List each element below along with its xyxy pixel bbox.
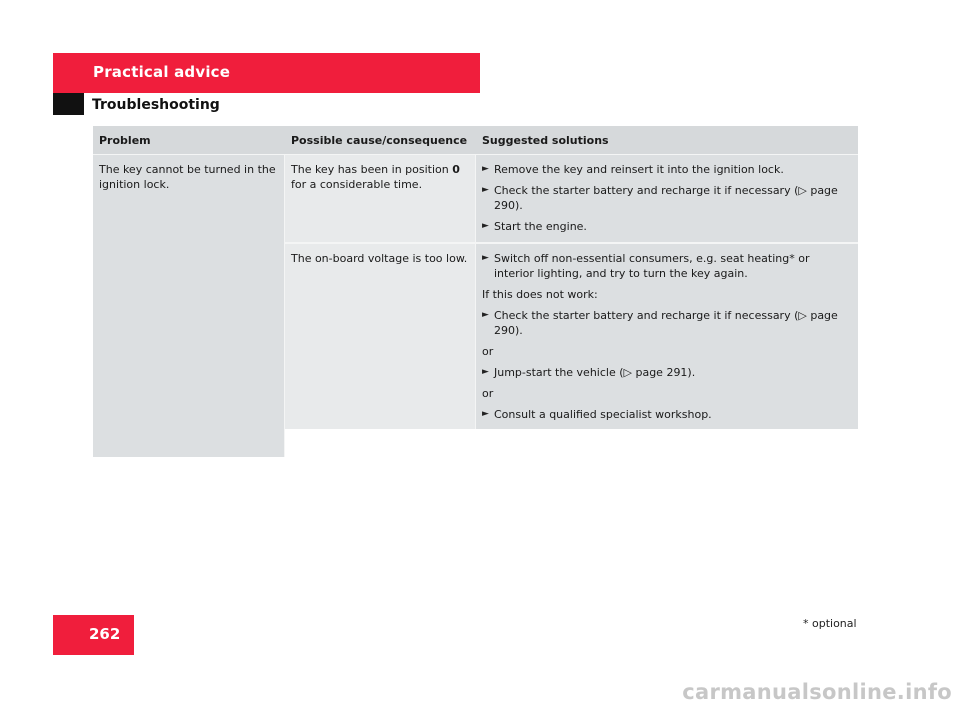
troubleshooting-table (93, 126, 858, 457)
cause-text-suffix: for a considerable time. (291, 178, 423, 191)
cause-cell (285, 155, 476, 242)
solution-step (482, 407, 852, 422)
solution-text: Check the starter battery and recharge it if necessary (▷ page 290). (494, 309, 838, 337)
arrow-right-icon: ► (482, 185, 489, 195)
footnote: * optional (803, 617, 857, 630)
column-header-cause: Possible cause/consequence (291, 134, 468, 147)
ignition-position: 0 (452, 163, 460, 176)
problem-cell: The key cannot be turned in the ignition lock. (93, 155, 285, 457)
cause-rows (285, 155, 858, 457)
solution-text: Switch off non-essential consumers, e.g. seat heating* or interior lighting, and try to turn the key again. (494, 252, 810, 280)
table-row (285, 244, 858, 429)
solution-text: Remove the key and reinsert it into the ignition lock. (494, 163, 784, 176)
page-number-box (53, 615, 134, 655)
cause-text: The key has been in position (291, 163, 453, 176)
solution-step (482, 251, 852, 281)
cause-cell: The on-board voltage is too low. (285, 244, 476, 429)
title-marker-block (53, 93, 84, 115)
solution-note: If this does not work: (482, 288, 598, 301)
solution-step (482, 308, 852, 338)
solution-or: or (482, 387, 494, 400)
solution-or: or (482, 345, 494, 358)
solution-text: Check the starter battery and recharge it if necessary (▷ page 290). (494, 184, 838, 212)
solution-step (482, 162, 852, 177)
arrow-right-icon: ► (482, 409, 489, 419)
solution-text: Consult a qualified specialist workshop. (494, 408, 712, 421)
page-title: Troubleshooting (92, 97, 220, 113)
solution-cell (476, 155, 858, 242)
column-header-problem: Problem (99, 134, 151, 147)
solution-step (482, 219, 852, 234)
column-header-solutions: Suggested solutions (482, 134, 609, 147)
page-number: 262 (89, 625, 121, 643)
arrow-right-icon: ► (482, 367, 489, 377)
section-header-bar (53, 53, 480, 93)
solution-text: Jump-start the vehicle (▷ page 291). (494, 366, 696, 379)
solution-step (482, 365, 852, 380)
arrow-right-icon: ► (482, 253, 489, 263)
section-title-label: Practical advice (93, 63, 231, 81)
table-row (285, 155, 858, 244)
table-body (93, 155, 858, 457)
solution-step (482, 183, 852, 213)
watermark: carmanualsonline.info (682, 680, 952, 704)
solution-cell (476, 244, 858, 429)
arrow-right-icon: ► (482, 310, 489, 320)
table-header-row (93, 126, 858, 155)
solution-text: Start the engine. (494, 220, 587, 233)
arrow-right-icon: ► (482, 221, 489, 231)
arrow-right-icon: ► (482, 164, 489, 174)
